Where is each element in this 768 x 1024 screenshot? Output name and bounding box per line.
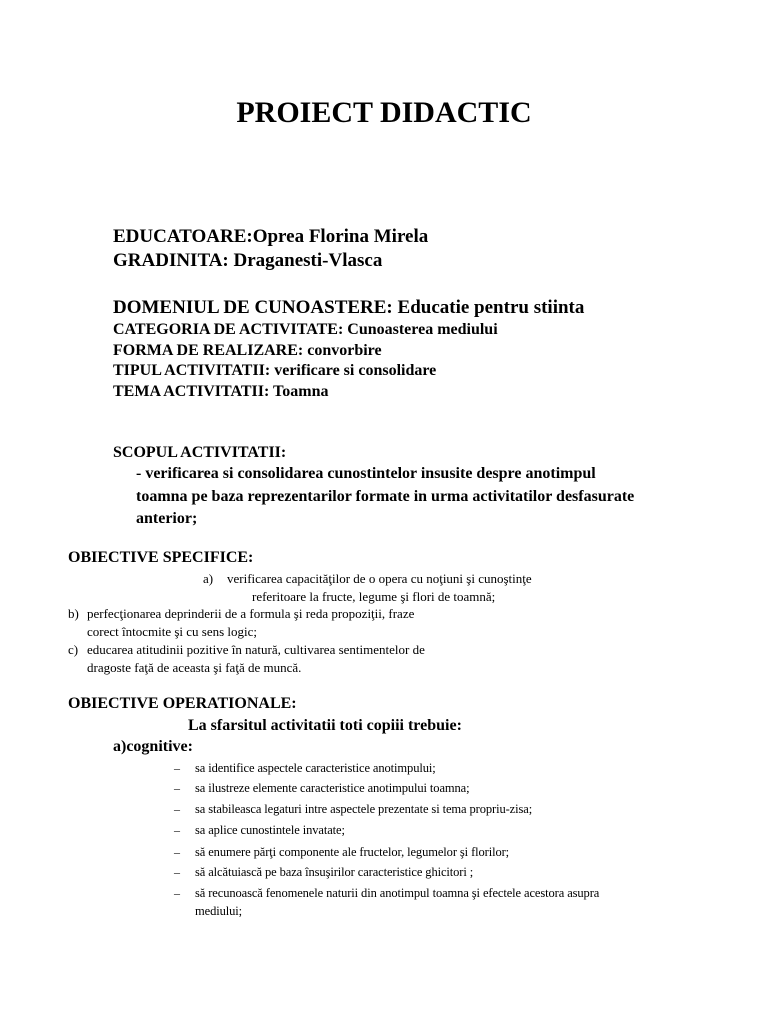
list-item: sa ilustreze elemente caracteristice anotimpului toamna;: [195, 781, 470, 795]
list-item: sa aplice cunostintele invatate;: [195, 823, 345, 837]
tipul-line: TIPUL ACTIVITATII: verificare si consolidare: [113, 362, 437, 379]
obiectiv-b-line-1: perfecţionarea deprinderii de a formula şi reda propoziţii, fraze: [87, 606, 415, 621]
obiectiv-c-line-2: dragoste faţă de aceasta şi faţă de muncă.: [87, 660, 302, 675]
list-item: sa identifice aspectele caracteristice anotimpului;: [195, 761, 436, 775]
scopul-line-3: anterior;: [136, 510, 198, 527]
list-dash: –: [174, 761, 180, 775]
obiectiv-a-line-2: referitoare la fructe, legume şi flori de toamnă;: [252, 589, 496, 604]
obiective-specifice-heading: OBIECTIVE SPECIFICE:: [68, 549, 254, 566]
forma-line: FORMA DE REALIZARE: convorbire: [113, 342, 382, 359]
scopul-heading: SCOPUL ACTIVITATII:: [113, 444, 287, 461]
domeniul-value: Educatie pentru stiinta: [397, 297, 585, 318]
obiectiv-c-line-1: educarea atitudinii pozitive în natură, cultivarea sentimentelor de: [87, 642, 425, 657]
list-dash: –: [174, 865, 180, 879]
list-item: sa stabileasca legaturi intre aspectele prezentate si tema propriu-zisa;: [195, 802, 533, 816]
page-title: PROIECT DIDACTIC: [236, 96, 532, 129]
scopul-line-1: - verificarea si consolidarea cunostintelor insusite despre anotimpul: [136, 465, 596, 482]
obiectiv-c-marker: c): [68, 642, 79, 657]
list-dash: –: [174, 802, 180, 816]
list-dash: –: [174, 823, 180, 837]
tema-line: TEMA ACTIVITATII: Toamna: [113, 383, 329, 400]
gradinita-line: GRADINITA: Draganesti-Vlasca: [113, 250, 383, 271]
obiectiv-a-marker: a): [203, 571, 214, 586]
obiectiv-b-marker: b): [68, 606, 79, 621]
list-item: să enumere părţi componente ale fructelor, legumelor şi florilor;: [195, 845, 510, 859]
educatoare-line: EDUCATOARE:Oprea Florina Mirela: [113, 226, 429, 247]
list-item: să recunoască fenomenele naturii din anotimpul toamna şi efectele acestora asupra: [195, 886, 600, 900]
list-item-continuation: mediului;: [195, 904, 243, 918]
obiective-operationale-subheading: La sfarsitul activitatii toti copiii trebuie:: [188, 717, 462, 734]
scopul-line-2: toamna pe baza reprezentarilor formate in urma activitatilor desfasurate: [136, 488, 635, 505]
domeniul-label: DOMENIUL DE CUNOASTERE:: [113, 297, 393, 318]
obiectiv-b-line-2: corect întocmite şi cu sens logic;: [87, 624, 258, 639]
obiectiv-a-line-1: verificarea capacităţilor de o opera cu noţiuni şi cunoştinţe: [227, 571, 532, 586]
categoria-line: CATEGORIA DE ACTIVITATE: Cunoasterea mediului: [113, 321, 498, 338]
obiective-operationale-heading: OBIECTIVE OPERATIONALE:: [68, 695, 297, 712]
domeniul-line: [113, 297, 584, 319]
list-dash: –: [174, 845, 180, 859]
cognitive-label: a)cognitive:: [113, 738, 193, 755]
list-dash: –: [174, 886, 180, 900]
list-dash: –: [174, 781, 180, 795]
list-item: să alcătuiască pe baza însuşirilor caracteristice ghicitori ;: [195, 865, 474, 879]
